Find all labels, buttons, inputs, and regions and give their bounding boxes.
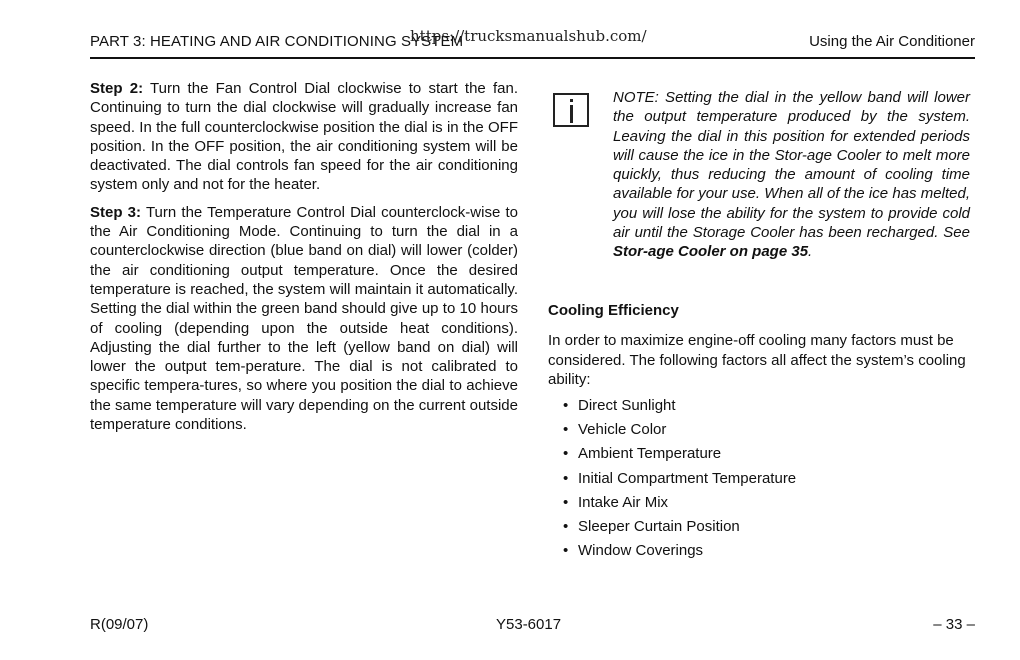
footer-doc-number: Y53-6017 [496,616,562,633]
list-item [563,541,796,565]
factor-label: Vehicle Color [578,421,667,439]
cooling-efficiency-intro: In order to maximize engine-off cooling many factors must be considered. The following factors all affect the system’s cooling ability: [548,332,966,388]
note-body: NOTE: Setting the dial in the yellow band will lower the output temperature produced by the system. Leaving the dial in this position for extended periods will cause the ice in the Stor-age Cooler to melt more quickly, thus reducing the amount of cooling time available for your use. When all of the ice has melted, you will lose the ability for the system to provide cold air until the Storage Cooler has been recharged. See [613,89,970,242]
header-divider [90,57,975,59]
bullet-icon: • [563,469,569,487]
header-section-title: PART 3: HEATING AND AIR CONDITIONING SYSTEM [90,33,464,50]
factor-label: Ambient Temperature [578,445,722,463]
step-3-paragraph [90,203,518,435]
cooling-efficiency-heading: Cooling Efficiency [548,302,679,319]
footer-revision: R(09/07) [90,616,149,633]
note-reference-link: Stor-age Cooler on page 35 [613,243,809,261]
list-item [563,396,796,420]
left-column [90,79,518,442]
bullet-icon: • [563,517,569,535]
step-3-text: Turn the Temperature Control Dial counterclock-wise to the Air Conditioning Mode. Continuing to turn the dial in a counterclockwise direction (blue band on dial) will lower (colder) the air conditioning output temperature. Once the desired temperature is reached, the system will maintain it automatically. Setting the dial within the green band should give up to 10 hours of cooling (depending upon the outside heat conditions). Adjusting the dial further to the left (yellow band on dial) will lower the output tem-perature. The dial is not calibrated to specific tempera-tures, so where you position the dial to achieve the same temperature will vary depending on the current outside temperature conditions. [90,203,518,434]
bullet-icon: • [563,493,569,511]
bullet-icon: • [563,421,569,439]
note-end: . [808,243,813,261]
watermark-url: https://trucksmanualshub.com/ [410,27,647,45]
list-item [563,493,796,517]
list-item [563,469,796,493]
step-2-text: Turn the Fan Control Dial clockwise to start the fan. Continuing to turn the dial clockwise will gradually increase fan speed. In the full counterclockwise position the dial is in the OFF position. In the OFF position, the air conditioning system will be deactivated. The dial controls fan speed for the air conditioning system only and not for the heater. [90,80,518,194]
list-item [563,517,796,541]
list-item [563,420,796,444]
step-3-label: Step 3: [90,203,142,221]
info-icon-stem [570,105,573,123]
factor-label: Sleeper Curtain Position [578,517,740,535]
footer-page-number: – 33 – [933,616,975,633]
info-icon-dot [570,99,573,102]
bullet-icon: • [563,397,569,414]
step-2-label: Step 2: [90,80,144,97]
header-page-title: Using the Air Conditioner [809,33,975,50]
factor-label: Window Coverings [578,542,704,560]
cooling-factors-list [563,396,796,565]
step-2-paragraph [90,79,518,195]
factor-label: Direct Sunlight [578,397,676,414]
bullet-icon: • [563,542,569,560]
note-text [613,88,970,262]
list-item [563,444,796,468]
info-icon [553,93,589,127]
factor-label: Intake Air Mix [578,493,669,511]
factor-label: Initial Compartment Temperature [578,469,797,487]
bullet-icon: • [563,445,569,463]
